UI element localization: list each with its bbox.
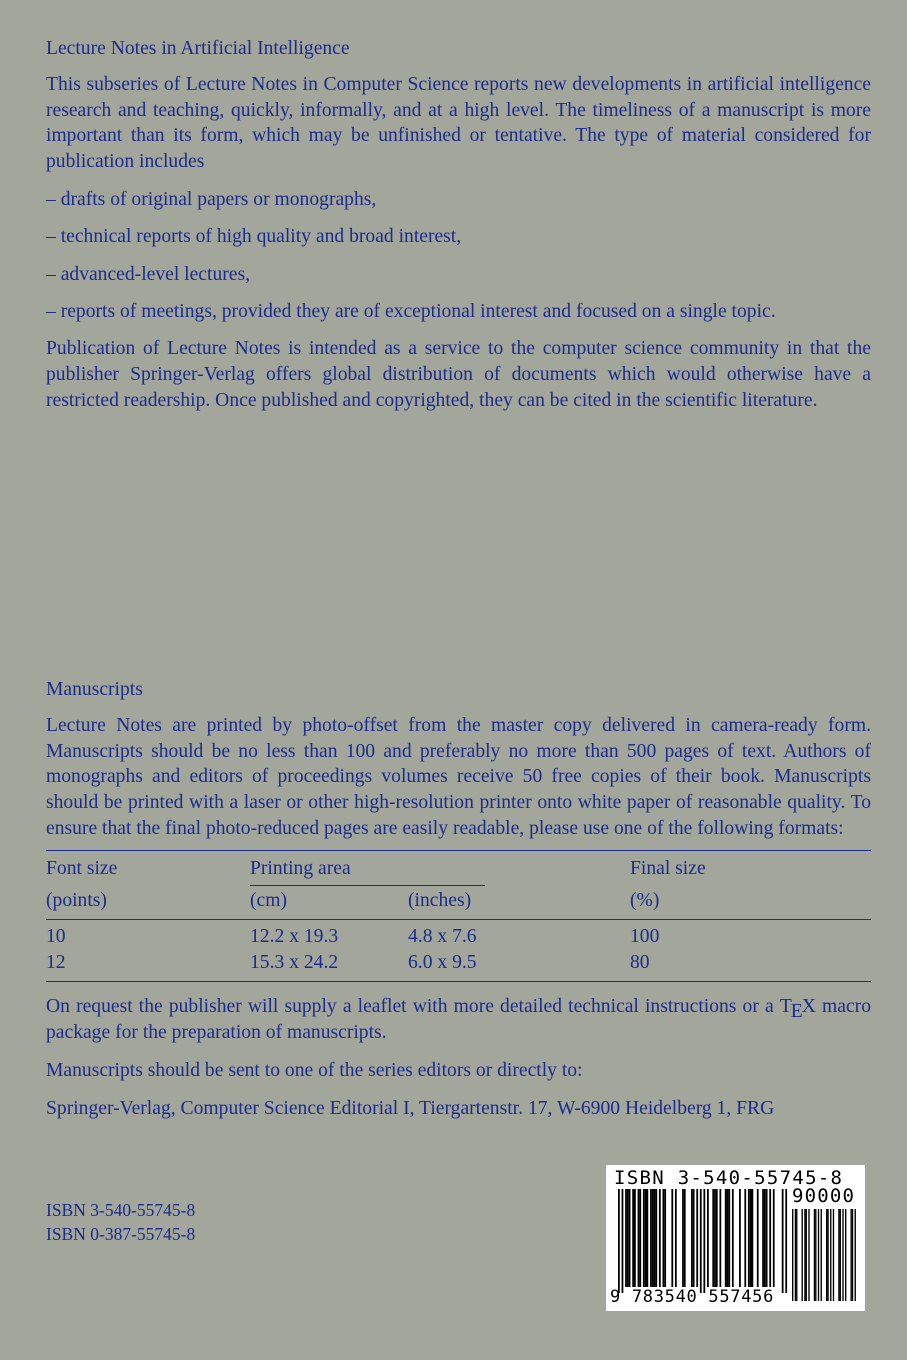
list-item: – reports of meetings, provided they are of exceptional interest and focused on a single topic. xyxy=(46,300,776,322)
barcode-addon-bar xyxy=(808,1209,809,1301)
barcode-addon-text: 90000 xyxy=(792,1185,856,1207)
barcode-bar xyxy=(671,1189,673,1287)
isbn-line: ISBN 0-387-55745-8 xyxy=(46,1223,196,1244)
barcode-bar xyxy=(664,1189,666,1287)
isbn-block xyxy=(46,1199,195,1246)
barcode-bar xyxy=(714,1189,716,1287)
manuscripts-title: Manuscripts xyxy=(46,679,143,700)
barcode-bar xyxy=(659,1189,661,1287)
header-inches: (inches) xyxy=(408,886,630,920)
header-final-size: Final size xyxy=(630,850,871,885)
barcode-bar xyxy=(618,1189,620,1293)
barcode-addon-bar xyxy=(827,1209,828,1301)
cell-inches: 4.8 x 7.6 xyxy=(408,926,477,948)
barcode-bar xyxy=(663,1189,665,1287)
publisher-address: Springer-Verlag, Computer Science Editorial I, Tiergartenstr. 17, W-6900 Heidelberg 1, FRG xyxy=(46,1097,775,1119)
barcode-bar xyxy=(638,1189,640,1287)
barcode-addon-bar xyxy=(850,1209,851,1301)
barcode-bar xyxy=(782,1189,784,1293)
barcode-addon-bar xyxy=(815,1209,816,1301)
barcode-bar xyxy=(750,1189,752,1287)
barcode-bar xyxy=(655,1189,657,1287)
publication-paragraph: Publication of Lecture Notes is intended as a service to the computer science community in that the publisher Springer-Verlag offers global distribution of documents which would otherwise have a restricted readership. Once published and copyrighted, they can be cited in the scientific literature. xyxy=(46,338,871,411)
header-font-unit: (points) xyxy=(46,886,250,920)
barcode-addon-bar xyxy=(833,1209,834,1301)
barcode xyxy=(606,1165,865,1311)
barcode-bar xyxy=(632,1189,634,1287)
barcode-addon-bar xyxy=(792,1209,793,1301)
barcode-bar xyxy=(643,1189,645,1287)
request-text-before: On request the publisher will supply a leaflet with more detailed technical instructions or a xyxy=(46,996,774,1018)
barcode-addon-bar xyxy=(842,1209,843,1301)
cell-cm: 15.3 x 24.2 xyxy=(250,950,408,982)
barcode-bar xyxy=(725,1189,727,1287)
barcode-bar xyxy=(744,1189,746,1287)
header-cm: (cm) xyxy=(250,886,408,920)
send-to-line: Manuscripts should be sent to one of the series editors or directly to: xyxy=(46,1059,583,1081)
series-section xyxy=(46,36,871,426)
barcode-bar xyxy=(696,1189,698,1287)
barcode-bar xyxy=(712,1189,714,1287)
list-item: – drafts of original papers or monographs, xyxy=(46,188,377,210)
request-paragraph xyxy=(46,994,871,1046)
barcode-ean-text: 9 783540 557456 xyxy=(610,1287,775,1307)
barcode-bar xyxy=(675,1189,677,1287)
header-font-size: Font size xyxy=(46,850,250,885)
barcode-addon-bar xyxy=(840,1209,841,1301)
barcode-bar xyxy=(629,1189,631,1287)
cell-final: 80 xyxy=(630,950,871,982)
cell-inches: 6.0 x 9.5 xyxy=(408,950,630,982)
barcode-bar xyxy=(684,1189,686,1287)
barcode-bar xyxy=(693,1189,695,1287)
barcode-bar xyxy=(764,1189,766,1287)
tex-logo xyxy=(779,996,816,1023)
barcode-addon-bar xyxy=(796,1209,797,1301)
list-item: – technical reports of high quality and broad interest, xyxy=(46,226,462,248)
cell-final: 100 xyxy=(630,926,660,948)
barcode-bar xyxy=(691,1189,693,1287)
manuscripts-section xyxy=(46,677,871,1134)
barcode-bar xyxy=(769,1189,771,1287)
barcode-addon-bar xyxy=(795,1209,796,1301)
barcode-addon-bar xyxy=(821,1209,822,1301)
barcode-addon-bar xyxy=(806,1209,807,1301)
barcode-bar xyxy=(716,1189,718,1287)
barcode-bar xyxy=(682,1189,684,1287)
barcode-bar xyxy=(727,1189,729,1287)
table-row xyxy=(46,920,871,951)
barcode-bar xyxy=(757,1189,759,1287)
series-intro: This subseries of Lecture Notes in Computer Science reports new developments in artificial intelligence research and teaching, quickly, informally, and at a high level. The timeliness of a manuscript is more important than its form, which may be unfinished or tentative. The type of material considered for publication includes xyxy=(46,73,871,173)
barcode-bar xyxy=(728,1189,730,1287)
barcode-addon-bar xyxy=(826,1209,827,1301)
manuscripts-body: Lecture Notes are printed by photo-offset from the master copy delivered in camera-ready form. Manuscripts should be no less than 100 and preferably no more than 500 pages of text. Authors of monographs and editors of proceedings volumes receive 50 free copies of their book. Manuscripts should be printed with a laser or other high-resolution printer onto white paper of reasonable quality. To ensure that the final photo-reduced pages are easily readable, please use one of the following formats: xyxy=(46,714,871,839)
header-printing-area-cell xyxy=(250,850,630,885)
barcode-bar xyxy=(748,1189,750,1287)
barcode-addon-bar xyxy=(804,1209,805,1301)
barcode-addon-bar xyxy=(830,1209,831,1301)
barcode-bar xyxy=(627,1189,629,1287)
barcode-bar xyxy=(634,1189,636,1287)
barcode-addon-bar xyxy=(852,1209,853,1301)
barcode-bar xyxy=(732,1189,734,1287)
barcode-bar xyxy=(652,1189,654,1287)
barcode-bar xyxy=(766,1189,768,1287)
cell-font: 12 xyxy=(46,950,250,982)
barcode-bar xyxy=(739,1189,741,1287)
cell-font: 10 xyxy=(46,926,66,948)
barcode-bar xyxy=(719,1189,721,1287)
barcode-addon-bar xyxy=(838,1209,839,1301)
barcode-bar xyxy=(654,1189,656,1287)
table-row xyxy=(46,950,871,982)
header-final-unit: (%) xyxy=(630,886,871,920)
series-title: Lecture Notes in Artificial Intelligence xyxy=(46,38,350,59)
tex-x: X xyxy=(801,996,816,1018)
barcode-isbn-text: ISBN 3-540-55745-8 xyxy=(614,1167,844,1189)
barcode-bar xyxy=(700,1189,702,1293)
barcode-bar xyxy=(707,1189,709,1287)
request-text-after: macro package for the preparation of manuscripts. xyxy=(46,996,871,1044)
tex-t: T xyxy=(779,996,792,1018)
barcode-addon-bar xyxy=(845,1209,846,1301)
header-printing-area: Printing area xyxy=(250,856,485,886)
barcode-bar xyxy=(773,1189,775,1287)
barcode-addon-bar xyxy=(818,1209,819,1301)
barcode-bar xyxy=(646,1189,648,1287)
isbn-line: ISBN 3-540-55745-8 xyxy=(46,1200,196,1220)
barcode-bar xyxy=(622,1189,624,1293)
barcode-bar xyxy=(762,1189,764,1287)
list-item: – advanced-level lectures, xyxy=(46,263,250,285)
barcode-addon-bar xyxy=(855,1209,856,1301)
format-table xyxy=(46,850,871,983)
barcode-addon-bar xyxy=(802,1209,803,1301)
barcode-bar xyxy=(625,1189,627,1287)
barcode-addon-bar xyxy=(814,1209,815,1301)
barcode-bar xyxy=(752,1189,754,1287)
cell-cm: 12.2 x 19.3 xyxy=(250,926,339,948)
barcode-bar xyxy=(645,1189,647,1287)
barcode-bar xyxy=(639,1189,641,1287)
barcode-bar xyxy=(703,1189,705,1293)
tex-e: E xyxy=(790,1001,803,1023)
barcode-bar xyxy=(650,1189,652,1287)
barcode-bar xyxy=(785,1189,787,1293)
